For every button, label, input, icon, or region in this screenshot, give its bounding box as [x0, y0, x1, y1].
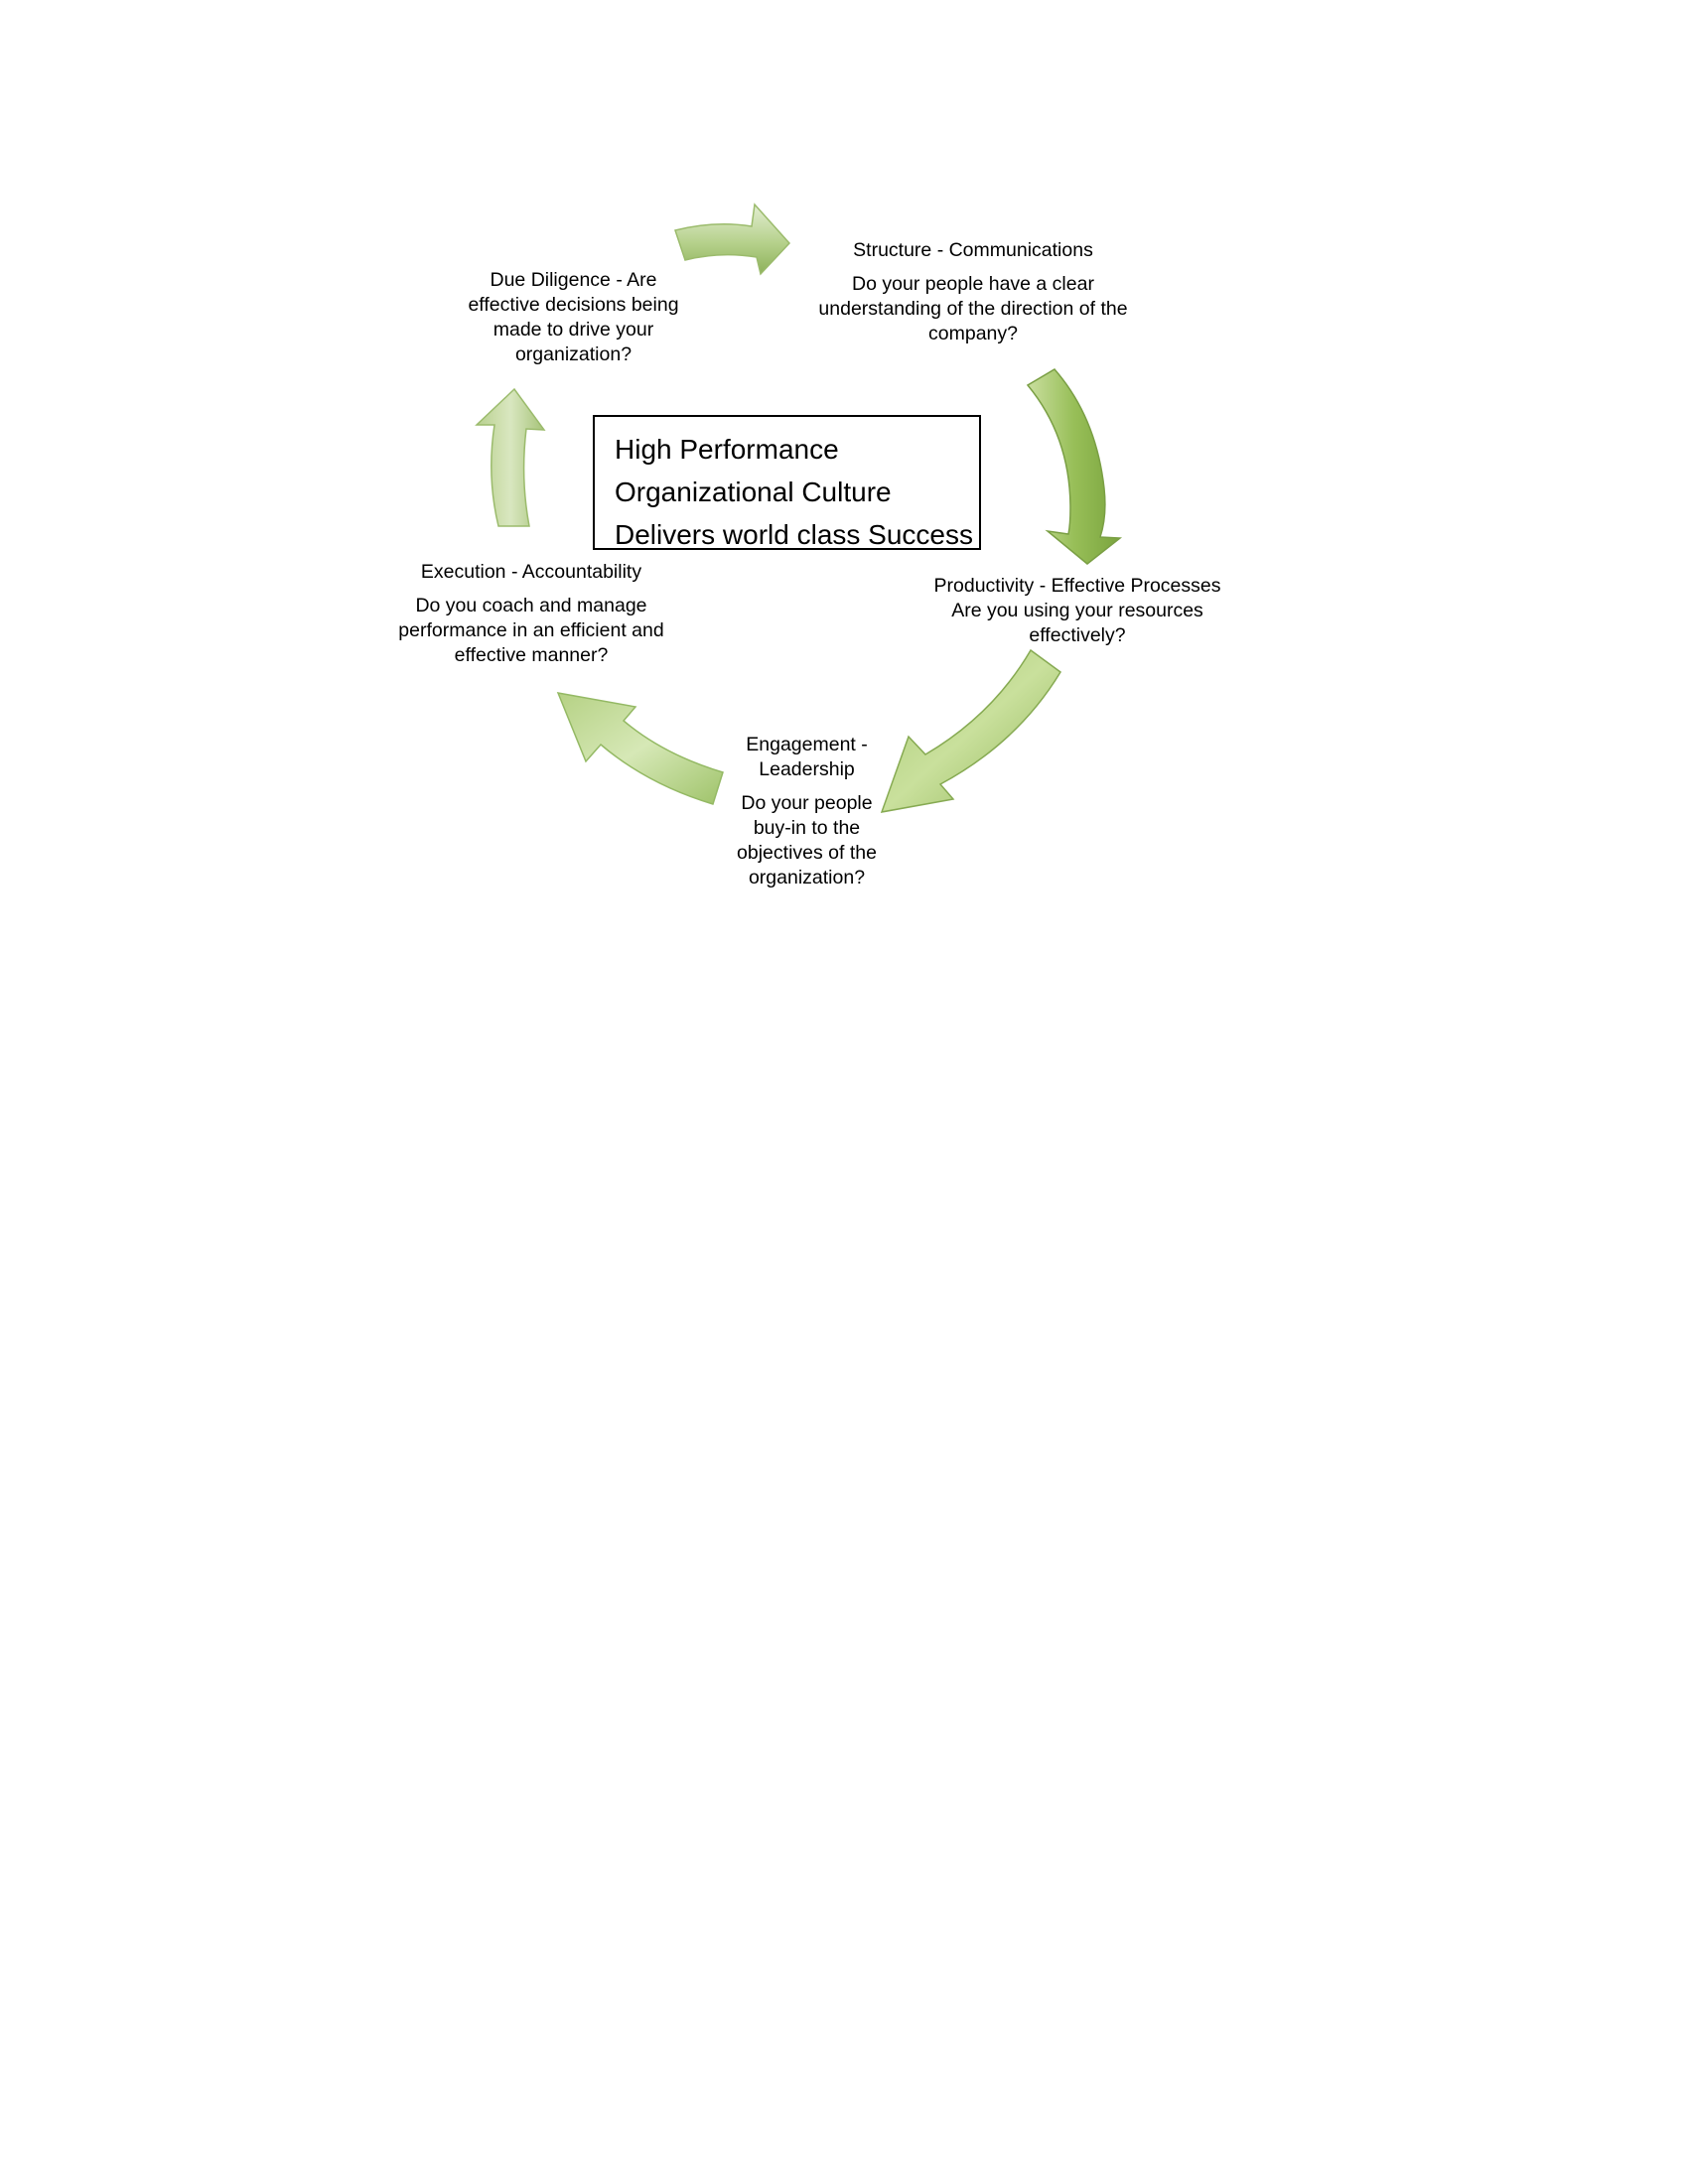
stage-engagement	[705, 733, 909, 890]
stage-question-line: objectives of the	[737, 842, 877, 864]
stage-text-line: Due Diligence - Are	[490, 269, 657, 291]
stage-question-line: effective manner?	[454, 644, 609, 666]
arrow-to-due-diligence	[477, 389, 544, 526]
stage-title-line: Leadership	[759, 758, 855, 780]
stage-question-line: Are you using your resources	[951, 600, 1203, 621]
stage-due-diligence	[447, 268, 700, 367]
stage-question-line: Do your people have a clear	[852, 273, 1094, 295]
center-statement-line: High Performance	[615, 434, 839, 465]
center-statement-box	[593, 415, 981, 550]
center-statement-line: Organizational Culture	[615, 477, 892, 507]
stage-question-line: Do your people	[741, 792, 873, 814]
stage-text-line: effective decisions being	[468, 294, 679, 316]
stage-question-line: performance in an efficient and	[398, 619, 664, 641]
stage-productivity	[918, 574, 1236, 648]
arrow-to-structure	[675, 205, 789, 274]
arrow-to-execution	[558, 693, 723, 804]
stage-question-line: organization?	[748, 867, 866, 888]
stage-question-line: company?	[928, 323, 1018, 344]
stage-title: Execution - Accountability	[420, 561, 642, 583]
arrow-to-productivity	[1028, 369, 1120, 564]
stage-question-line: Do you coach and manage	[415, 595, 647, 616]
stage-structure	[789, 238, 1157, 346]
stage-question-line: buy-in to the	[753, 817, 861, 839]
stage-question-line: understanding of the direction of the	[818, 298, 1128, 320]
stage-execution	[382, 560, 680, 668]
stage-title: Structure - Communications	[853, 239, 1093, 261]
stage-title-line: Engagement -	[746, 734, 868, 755]
stage-text-line: organization?	[514, 343, 633, 365]
stage-title: Productivity - Effective Processes	[933, 575, 1221, 597]
stage-question-line: effectively?	[1029, 624, 1126, 646]
center-statement-line: Delivers world class Success	[615, 519, 973, 550]
stage-text-line: made to drive your	[492, 319, 654, 341]
arrow-to-engagement	[882, 650, 1060, 812]
